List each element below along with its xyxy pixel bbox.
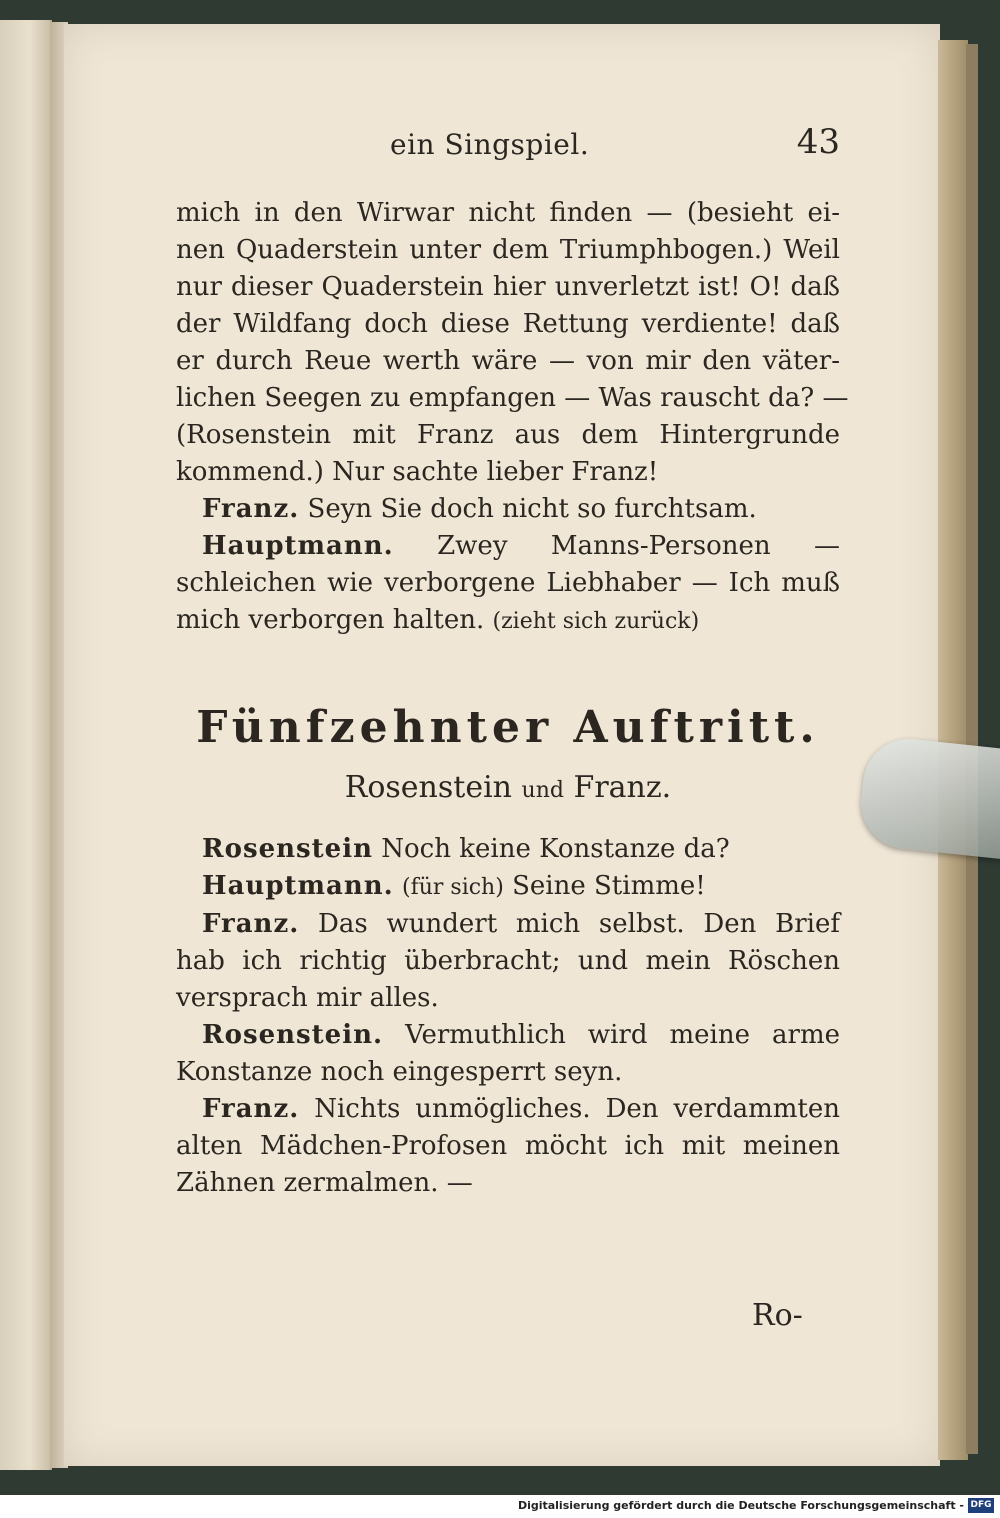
text-line: nen Quaderstein unter dem Triumphbogen.) Weil (176, 235, 840, 265)
speech-hauptmann-2 (176, 868, 840, 906)
stage-direction: (für sich) (402, 875, 504, 900)
speaker-name: Franz. (202, 494, 300, 524)
funding-credit: Digitalisierung gefördert durch die Deutsche Forschungsgemeinschaft - (517, 1499, 964, 1512)
speaker-name: Franz. (202, 1094, 300, 1124)
left-page-edge (0, 20, 52, 1470)
page-header (120, 122, 840, 168)
text-line: mich in den Wirwar nicht finden — (besieht ei- (176, 198, 840, 228)
speech-franz-2 (176, 906, 840, 943)
person-name: Franz. (573, 770, 672, 805)
speech-franz-1 (176, 491, 840, 528)
text-line: versprach mir alles. (176, 983, 439, 1013)
text-line: er durch Reue werth wäre — von mir den väter- (176, 346, 840, 376)
speaker-name: Hauptmann. (202, 871, 394, 901)
conjunction: und (521, 778, 564, 803)
text-line: Konstanze noch eingesperrt seyn. (176, 1057, 623, 1087)
scene-persons (176, 766, 840, 813)
text-line: alten Mädchen-Profosen möcht ich mit meinen (176, 1131, 840, 1161)
speech-text: Seyn Sie doch nicht so furchtsam. (307, 494, 757, 524)
scene-heading: Fünfzehnter Auftritt. (196, 702, 820, 753)
speech-text: Noch keine Konstanze da? (381, 834, 730, 864)
text-line: schleichen wie verborgene Liebhaber — Ich muß (176, 568, 840, 598)
dfg-logo-icon: DFG (968, 1498, 994, 1513)
text-line: lichen Seegen zu empfangen — Was rauscht da? — (176, 383, 849, 413)
text-line (176, 602, 840, 640)
speaker-name: Franz. (202, 909, 300, 939)
speaker-name: Rosenstein (202, 834, 374, 864)
speech-text: Nichts unmögliches. Den verdammten (314, 1094, 840, 1124)
text-line: der Wildfang doch diese Rettung verdiente! daß (176, 309, 840, 339)
speech-hauptmann-1 (176, 528, 840, 565)
stage-direction: (zieht sich zurück) (492, 609, 700, 634)
speech-text: Zwey Manns-Personen — (437, 531, 840, 561)
page-number: 43 (796, 122, 840, 162)
speech-rosenstein-2 (176, 1017, 840, 1054)
speech-text: Seine Stimme! (512, 871, 706, 901)
speaker-name: Hauptmann. (202, 531, 394, 561)
catchword: Ro- (752, 1298, 803, 1333)
text-line: hab ich richtig überbracht; und mein Röschen (176, 946, 840, 976)
speech-franz-3 (176, 1091, 840, 1128)
text-line: (Rosenstein mit Franz aus dem Hintergrunde (176, 420, 840, 450)
speaker-name: Rosenstein. (202, 1020, 384, 1050)
speech-text: mich verborgen halten. (176, 605, 485, 635)
running-head: ein Singspiel. (390, 128, 590, 161)
digitization-footer (0, 1495, 1000, 1518)
speech-rosenstein-1 (176, 831, 840, 868)
speech-text: Das wundert mich selbst. Den Brief (318, 909, 841, 939)
page-text (176, 195, 849, 1202)
text-line: kommend.) Nur sachte lieber Franz! (176, 457, 659, 487)
person-name: Rosenstein (344, 770, 512, 805)
text-line: Zähnen zermalmen. — (176, 1168, 473, 1198)
text-line: nur dieser Quaderstein hier unverletzt ist! O! daß (176, 272, 840, 302)
speech-text: Vermuthlich wird meine arme (405, 1020, 840, 1050)
